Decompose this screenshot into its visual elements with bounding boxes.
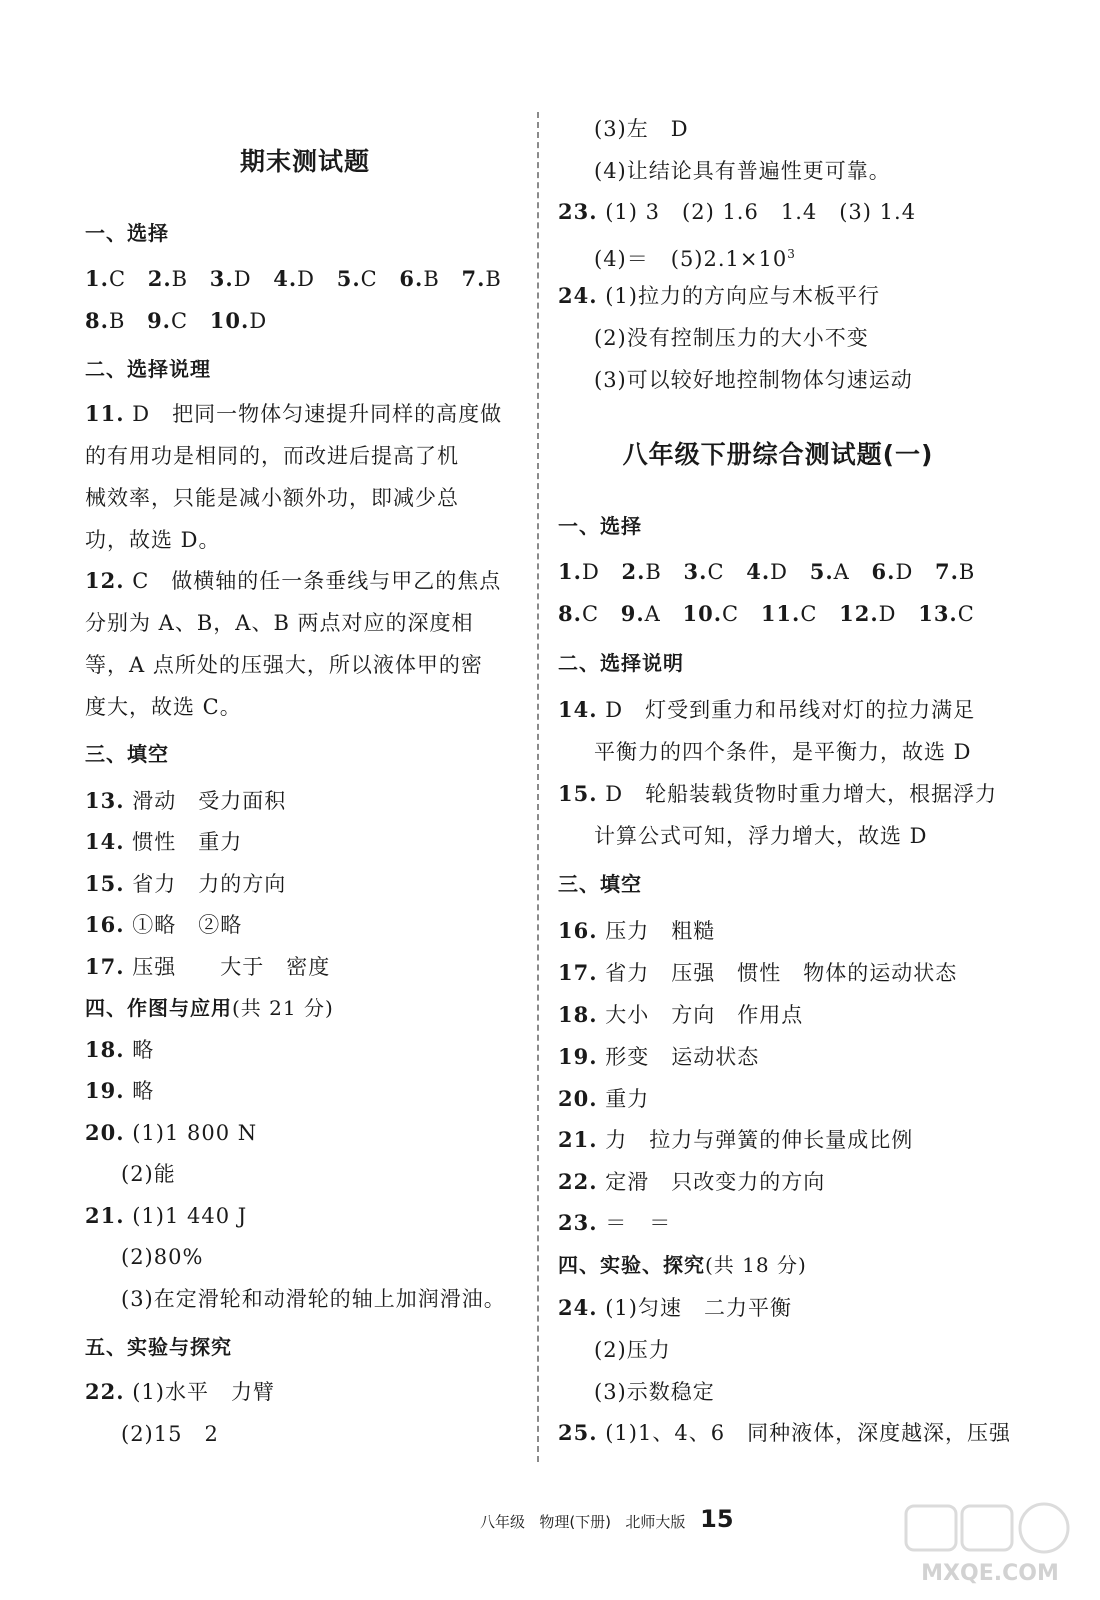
answer-22-part-4: (4)让结论具有普遍性更可靠。 [594, 159, 891, 183]
q11-line-3: 械效率，只能是减小额外功，即减少总 [85, 486, 459, 510]
q12-line-1: 12. C 做横轴的任一条垂线与甲乙的焦点 [85, 568, 502, 593]
mc-answers-row-2: 8.C 9.A 10.C 11.C 12.D 13.C [558, 601, 975, 626]
answer-24b-part-3: (3)示数稳定 [594, 1380, 715, 1404]
fill-answer-15: 15. 省力 力的方向 [85, 871, 287, 896]
answer-21-part-1: 21. (1)1 440 J [85, 1203, 248, 1228]
answer-23-line-1: 23. (1) 3 (2) 1.6 1.4 (3) 1.4 [558, 199, 917, 224]
fill-answer-17: 17. 压强 大于 密度 [85, 954, 331, 979]
q11-line-4: 功，故选 D。 [85, 528, 221, 552]
fill-answer-19: 19. 形变 运动状态 [558, 1044, 760, 1069]
q15-line-2: 计算公式可知，浮力增大，故选 D [594, 824, 928, 848]
q11-line-2: 的有用功是相同的，而改进后提高了机 [85, 444, 459, 468]
answer-21-part-3: (3)在定滑轮和动滑轮的轴上加润滑油。 [121, 1287, 506, 1311]
footer-subject: 物理(下册) [539, 1513, 612, 1531]
answer-20-part-1: 20. (1)1 800 N [85, 1120, 258, 1145]
q12-line-4: 度大，故选 C。 [85, 695, 242, 719]
section-title-final-exam: 期末测试题 [239, 147, 370, 176]
answer-18: 18. 略 [85, 1037, 155, 1062]
fill-answer-21: 21. 力 拉力与弹簧的伸长量成比例 [558, 1127, 914, 1152]
heading-choice-explanation: 二、选择说明 [558, 651, 684, 675]
heading-fill-blank: 三、填空 [85, 742, 169, 766]
watermark-logo [900, 1500, 1080, 1590]
heading-experiment: 五、实验与探究 [85, 1335, 232, 1359]
answer-24-line-3: (3)可以较好地控制物体匀速运动 [594, 368, 913, 392]
fill-answer-17: 17. 省力 压强 惯性 物体的运动状态 [558, 960, 958, 985]
mc-answers-row-1: 1.C 2.B 3.D 4.D 5.C 6.B 7.B [85, 266, 502, 291]
answer-21-part-2: (2)80% [121, 1245, 204, 1269]
fill-answer-18: 18. 大小 方向 作用点 [558, 1002, 804, 1027]
heading-fill-blank: 三、填空 [558, 872, 642, 896]
fill-answer-22: 22. 定滑 只改变力的方向 [558, 1169, 826, 1194]
q14-line-1: 14. D 灯受到重力和吊线对灯的拉力满足 [558, 697, 976, 722]
answer-22-part-3: (3)左 D [594, 117, 689, 141]
column-divider [537, 112, 539, 1462]
q15-line-1: 15. D 轮船装载货物时重力增大，根据浮力 [558, 781, 998, 806]
answer-24b-part-2: (2)压力 [594, 1338, 671, 1362]
answer-22-part-2: (2)15 2 [121, 1422, 219, 1446]
answer-24b-part-1: 24. (1)匀速 二力平衡 [558, 1295, 792, 1320]
mc-answers-row-2: 8.B 9.C 10.D [85, 308, 268, 333]
q12-line-3: 等，A 点所处的压强大，所以液体甲的密 [85, 653, 483, 677]
answer-20-part-2: (2)能 [121, 1162, 176, 1186]
svg-text:MXQE.COM: MXQE.COM [921, 1561, 1059, 1586]
mc-answers-row-1: 1.D 2.B 3.C 4.D 5.A 6.D 7.B [558, 559, 976, 584]
fill-answer-20: 20. 重力 [558, 1086, 650, 1111]
fill-answer-16: 16. ①略 ②略 [85, 912, 243, 937]
fill-answer-23: 23. ＝ ＝ [558, 1210, 672, 1235]
answer-25-line-1: 25. (1)1、4、6 同种液体，深度越深，压强 [558, 1420, 1012, 1445]
page-footer [480, 1505, 734, 1533]
q11-line-1: 11. D 把同一物体匀速提升同样的高度做 [85, 401, 503, 426]
answer-19: 19. 略 [85, 1078, 155, 1103]
answer-23-line-2: (4)＝ $(5)2.1\times 10^3$ [594, 247, 796, 271]
answer-22-part-1: 22. (1)水平 力臂 [85, 1379, 275, 1404]
footer-edition: 北师大版 [625, 1513, 686, 1531]
answer-24-line-2: (2)没有控制压力的大小不变 [594, 326, 869, 350]
heading-drawing-application: 四、作图与应用(共 21 分) [85, 996, 334, 1020]
page-number: 15 [700, 1505, 734, 1533]
fill-answer-13: 13. 滑动 受力面积 [85, 788, 287, 813]
q12-line-2: 分别为 A、B，A、B 两点对应的深度相 [85, 611, 474, 635]
heading-choice-reasoning: 二、选择说理 [85, 357, 211, 381]
heading-choice: 一、选择 [558, 514, 642, 538]
footer-grade: 八年级 [480, 1513, 526, 1531]
fill-answer-14: 14. 惯性 重力 [85, 829, 243, 854]
section-title-comprehensive-test: 八年级下册综合测试题(一) [622, 440, 934, 469]
q14-line-2: 平衡力的四个条件，是平衡力，故选 D [594, 740, 972, 764]
fill-answer-16: 16. 压力 粗糙 [558, 918, 716, 943]
answer-24-line-1: 24. (1)拉力的方向应与木板平行 [558, 283, 880, 308]
heading-choice: 一、选择 [85, 221, 169, 245]
heading-experiment-inquiry: 四、实验、探究(共 18 分) [558, 1253, 807, 1277]
